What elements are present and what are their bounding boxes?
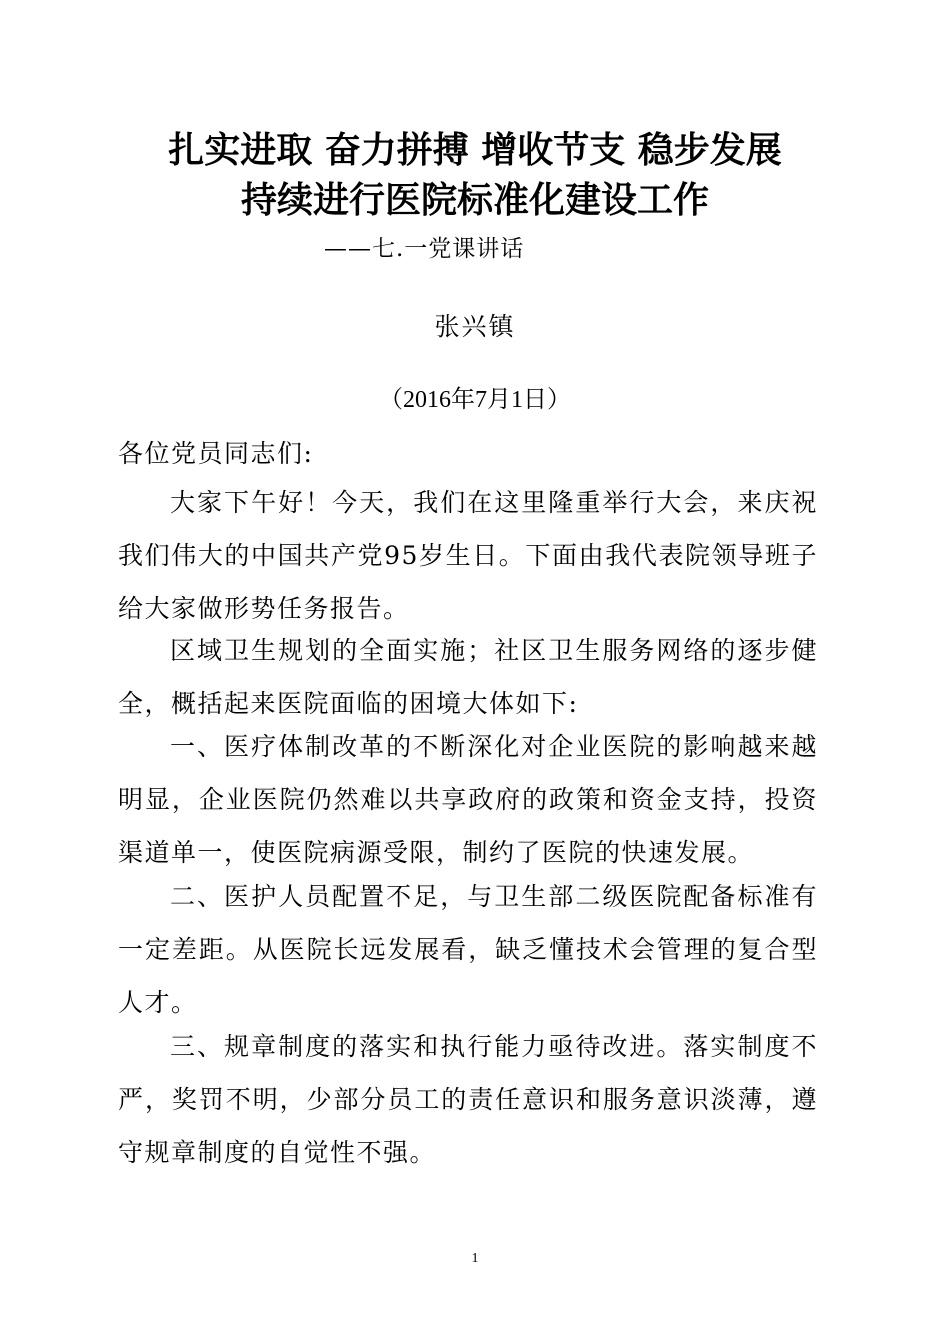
paragraph-point-one: 一、医疗体制改革的不断深化对企业医院的影响越来越明显，企业医院仍然难以共享政府的政策和资金支持，投资渠道单一，使医院病源受限，制约了医院的快速发展。 xyxy=(118,732,818,867)
title-line-2: 持续进行医院标准化建设工作 xyxy=(240,179,709,221)
paragraph-point-two: 二、医护人员配置不足，与卫生部二级医院配备标准有一定差距。从医院长远发展看，缺乏懂技术会管理的复合型人才。 xyxy=(118,882,818,1017)
author-name: 张兴镇 xyxy=(434,312,516,341)
paragraph-context: 区域卫生规划的全面实施；社区卫生服务网络的逐步健全，概括起来医院面临的困境大体如下: xyxy=(118,636,818,718)
subtitle: ——七.一党课讲话 xyxy=(324,236,525,262)
title-line-1: 扎实进取 奋力拼搏 增收节支 稳步发展 xyxy=(168,129,782,171)
page-number: 1 xyxy=(471,1251,479,1266)
paragraph-greeting: 大家下午好！今天，我们在这里隆重举行大会，来庆祝我们伟大的中国共产党95岁生日。下面由我代表院领导班子给大家做形势任务报告。 xyxy=(118,488,818,623)
salutation: 各位党员同志们: xyxy=(118,439,314,468)
paragraph-point-three: 三、规章制度的落实和执行能力亟待改进。落实制度不严，奖罚不明，少部分员工的责任意识和服务意识淡薄，遵守规章制度的自觉性不强。 xyxy=(118,1032,818,1167)
speech-date: （2016年7月1日） xyxy=(379,387,571,413)
